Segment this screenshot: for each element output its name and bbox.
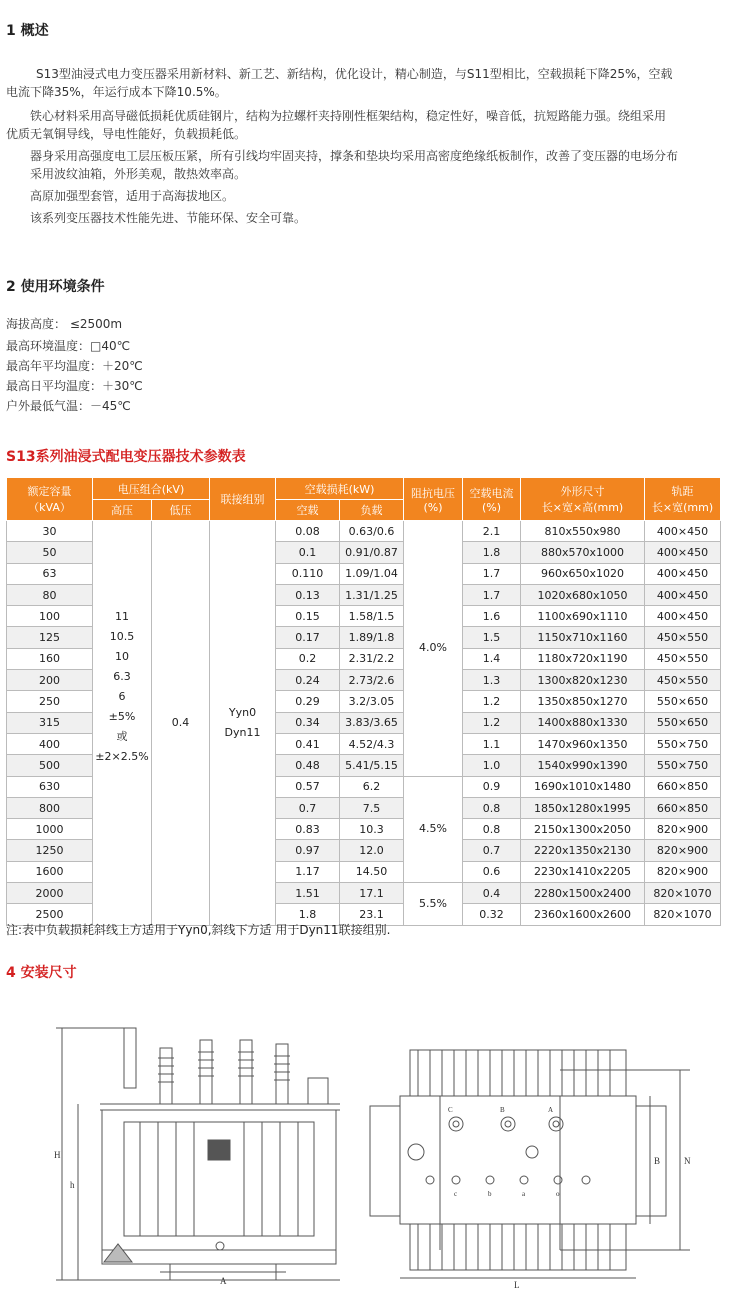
cell-dimensions: 1150x710x1160 [521,627,645,648]
hv-value: ±5% [108,710,136,723]
cell-noload-current: 1.0 [463,755,521,776]
th-rated: 额定容量 （kVA） [7,478,93,521]
cell-capacity: 2500 [7,904,93,925]
cell-dimensions: 1020x680x1050 [521,584,645,605]
cell-load-loss: 3.2/3.05 [340,691,404,712]
cell-rail-gauge: 820×900 [645,819,721,840]
cell-noload-loss: 0.41 [276,733,340,754]
cell-noload-loss: 0.7 [276,797,340,818]
cell-noload-current: 2.1 [463,521,521,542]
cell-noload-loss: 0.2 [276,648,340,669]
cell-rail-gauge: 820×1070 [645,883,721,904]
cell-noload-current: 0.8 [463,819,521,840]
env-year-avg-temp: 最高年平均温度：＋20℃ [6,359,143,373]
cell-noload-loss: 0.15 [276,606,340,627]
terminal-c-label: c [454,1190,458,1198]
cell-noload-loss: 0.57 [276,776,340,797]
cell-rail-gauge: 400×450 [645,542,721,563]
cell-capacity: 800 [7,797,93,818]
th-group: 联接组别 [210,478,276,521]
cell-rail-gauge: 400×450 [645,521,721,542]
cell-noload-loss: 0.110 [276,563,340,584]
cell-noload-current: 1.1 [463,733,521,754]
cell-capacity: 315 [7,712,93,733]
cell-noload-current: 0.32 [463,904,521,925]
th-lv: 低压 [152,500,210,521]
th-current: 空载电流 (%) [463,478,521,521]
intro-line-3: 铁心材料采用高导磁低损耗优质硅钢片，结构为拉螺杆夹持刚性框架结构，稳定性好，噪音低，抗短路能力强。绕组采用 [30,109,667,123]
cell-rail-gauge: 450×550 [645,670,721,691]
cell-load-loss: 1.58/1.5 [340,606,404,627]
cell-dimensions: 1540x990x1390 [521,755,645,776]
cell-rail-gauge: 400×450 [645,563,721,584]
cell-noload-current: 1.3 [463,670,521,691]
cell-load-loss: 14.50 [340,861,404,882]
intro-line-1: S13型油浸式电力变压器采用新材料、新工艺、新结构，优化设计，精心制造，与S11型相比，空载损耗下降25%，空载 [36,67,673,81]
cell-capacity: 50 [7,542,93,563]
cell-rail-gauge: 400×450 [645,584,721,605]
cell-noload-current: 0.4 [463,883,521,904]
intro-line-6: 采用波纹油箱，外形美观，散热效率高。 [30,167,247,181]
cell-noload-loss: 0.34 [276,712,340,733]
cell-rail-gauge: 550×750 [645,733,721,754]
cell-noload-current: 1.8 [463,542,521,563]
cell-impedance: 4.5% [404,776,463,882]
cell-dimensions: 2360x1600x2600 [521,904,645,925]
cell-load-loss: 4.52/4.3 [340,733,404,754]
cell-noload-loss: 1.51 [276,883,340,904]
cell-noload-current: 0.8 [463,797,521,818]
cell-noload-loss: 0.08 [276,521,340,542]
cell-rail-gauge: 820×900 [645,861,721,882]
cell-dimensions: 960x650x1020 [521,563,645,584]
cell-noload-current: 0.7 [463,840,521,861]
cell-load-loss: 10.3 [340,819,404,840]
hv-value: 6.3 [113,670,131,683]
dim-H-label: H [54,1150,61,1160]
cell-noload-loss: 1.8 [276,904,340,925]
cell-dimensions: 1690x1010x1480 [521,776,645,797]
terminal-o-label: o [556,1190,560,1198]
cell-dimensions: 810x550x980 [521,521,645,542]
env-day-avg-temp: 最高日平均温度：＋30℃ [6,379,143,393]
cell-dimensions: 880x570x1000 [521,542,645,563]
th-impedance: 阻抗电压 (%) [404,478,463,521]
cell-capacity: 630 [7,776,93,797]
cell-dimensions: 2280x1500x2400 [521,883,645,904]
cell-impedance: 5.5% [404,883,463,926]
th-loss: 空载损耗(kW) [276,478,404,500]
dim-L-label: L [514,1280,520,1290]
cell-noload-current: 1.5 [463,627,521,648]
terminal-b-label: b [488,1190,492,1198]
cell-capacity: 400 [7,733,93,754]
cell-capacity: 80 [7,584,93,605]
cell-noload-loss: 0.83 [276,819,340,840]
cell-noload-loss: 1.17 [276,861,340,882]
cell-group-values [210,521,276,926]
intro-line-4: 优质无氧铜导线，导电性能好，负载损耗低。 [6,127,247,141]
group-value: Dyn11 [224,725,261,739]
hv-value: 11 [115,610,129,623]
spec-table [6,477,721,926]
cell-rail-gauge: 660×850 [645,776,721,797]
cell-dimensions: 1300x820x1230 [521,670,645,691]
cell-load-loss: 1.89/1.8 [340,627,404,648]
cell-rail-gauge: 450×550 [645,627,721,648]
cell-rail-gauge: 820×1070 [645,904,721,925]
env-altitude: 海拔高度： ≤2500m [6,317,123,331]
cell-dimensions: 1400x880x1330 [521,712,645,733]
cell-rail-gauge: 550×750 [645,755,721,776]
cell-capacity: 200 [7,670,93,691]
cell-rail-gauge: 660×850 [645,797,721,818]
dim-B-label: B [654,1156,661,1166]
cell-load-loss: 17.1 [340,883,404,904]
cell-load-loss: 1.31/1.25 [340,584,404,605]
cell-dimensions: 1470x960x1350 [521,733,645,754]
cell-capacity: 125 [7,627,93,648]
hv-value: ±2×2.5% [95,750,149,763]
cell-capacity: 1600 [7,861,93,882]
hv-value: 或 [116,730,128,743]
cell-rail-gauge: 400×450 [645,606,721,627]
cell-noload-loss: 0.13 [276,584,340,605]
cell-dimensions: 1100x690x1110 [521,606,645,627]
cell-capacity: 63 [7,563,93,584]
cell-load-loss: 0.91/0.87 [340,542,404,563]
th-voltage: 电压组合(kV) [93,478,210,500]
section-4-title: 4 安装尺寸 [6,965,77,981]
cell-noload-current: 0.6 [463,861,521,882]
cell-noload-loss: 0.17 [276,627,340,648]
intro-line-7: 高原加强型套管，适用于高海拔地区。 [30,189,235,203]
cell-noload-current: 1.2 [463,712,521,733]
cell-noload-loss: 0.97 [276,840,340,861]
hv-value: 10 [115,650,129,663]
section-1-title: 1 概述 [6,23,49,39]
cell-noload-current: 1.4 [463,648,521,669]
cell-dimensions: 1350x850x1270 [521,691,645,712]
cell-load-loss: 23.1 [340,904,404,925]
table-row [7,521,721,542]
table-title: S13系列油浸式配电变压器技术参数表 [6,449,246,465]
intro-line-5: 器身采用高强度电工层压板压紧，所有引线均牢固夹持，撑条和垫块均采用高密度绝缘纸板制作，改善了变压器的电场分布 [30,149,679,163]
cell-rail-gauge: 820×900 [645,840,721,861]
cell-capacity: 500 [7,755,93,776]
cell-impedance: 4.0% [404,521,463,777]
cell-noload-current: 1.7 [463,563,521,584]
cell-load-loss: 1.09/1.04 [340,563,404,584]
cell-rail-gauge: 550×650 [645,691,721,712]
cell-load-loss: 7.5 [340,797,404,818]
terminal-B-label: B [500,1106,505,1114]
cell-load-loss: 0.63/0.6 [340,521,404,542]
cell-capacity: 160 [7,648,93,669]
cell-noload-loss: 0.29 [276,691,340,712]
terminal-A-label: A [548,1106,554,1114]
section-2-title: 2 使用环境条件 [6,279,105,295]
th-dims: 外形尺寸 长×宽×高(mm) [521,478,645,521]
terminal-C-label: C [448,1106,453,1114]
cell-capacity: 1000 [7,819,93,840]
cell-dimensions: 2230x1410x2205 [521,861,645,882]
cell-capacity: 250 [7,691,93,712]
cell-load-loss: 12.0 [340,840,404,861]
th-hv: 高压 [93,500,152,521]
dim-h-label: h [70,1180,75,1190]
cell-capacity: 100 [7,606,93,627]
cell-noload-current: 1.7 [463,584,521,605]
cell-load-loss: 2.73/2.6 [340,670,404,691]
th-noload: 空载 [276,500,340,521]
cell-rail-gauge: 550×650 [645,712,721,733]
top-view-drawing [360,1040,700,1290]
cell-capacity: 1250 [7,840,93,861]
dim-A-label: A [220,1276,227,1286]
cell-lv-value: 0.4 [152,521,210,926]
cell-noload-loss: 0.1 [276,542,340,563]
cell-dimensions: 1850x1280x1995 [521,797,645,818]
cell-noload-current: 0.9 [463,776,521,797]
cell-dimensions: 2220x1350x2130 [521,840,645,861]
group-value: Yyn0 [228,705,257,719]
cell-capacity: 30 [7,521,93,542]
th-rail: 轨距 长×宽(mm) [645,478,721,521]
front-view-drawing [40,1018,370,1288]
env-min-temp: 户外最低气温：－45℃ [6,399,131,413]
cell-load-loss: 2.31/2.2 [340,648,404,669]
hv-value: 10.5 [109,630,135,643]
cell-noload-current: 1.6 [463,606,521,627]
intro-line-8: 该系列变压器技术性能先进、节能环保、安全可靠。 [30,211,307,225]
cell-capacity: 2000 [7,883,93,904]
cell-noload-loss: 0.48 [276,755,340,776]
cell-dimensions: 1180x720x1190 [521,648,645,669]
cell-noload-loss: 0.24 [276,670,340,691]
cell-hv-values [93,521,152,926]
cell-rail-gauge: 450×550 [645,648,721,669]
cell-load-loss: 3.83/3.65 [340,712,404,733]
th-load: 负载 [340,500,404,521]
env-max-temp: 最高环境温度：□40℃ [6,339,131,353]
cell-dimensions: 2150x1300x2050 [521,819,645,840]
table-note: 注:表中负载损耗斜线上方适用于Yyn0,斜线下方适 用于Dyn11联接组别. [6,923,391,937]
dim-N-label: N [684,1156,691,1166]
terminal-a-label: a [522,1190,526,1198]
hv-value: 6 [118,690,126,703]
cell-noload-current: 1.2 [463,691,521,712]
intro-line-2: 电流下降35%，年运行成本下降10.5%。 [6,85,227,99]
cell-load-loss: 6.2 [340,776,404,797]
cell-load-loss: 5.41/5.15 [340,755,404,776]
